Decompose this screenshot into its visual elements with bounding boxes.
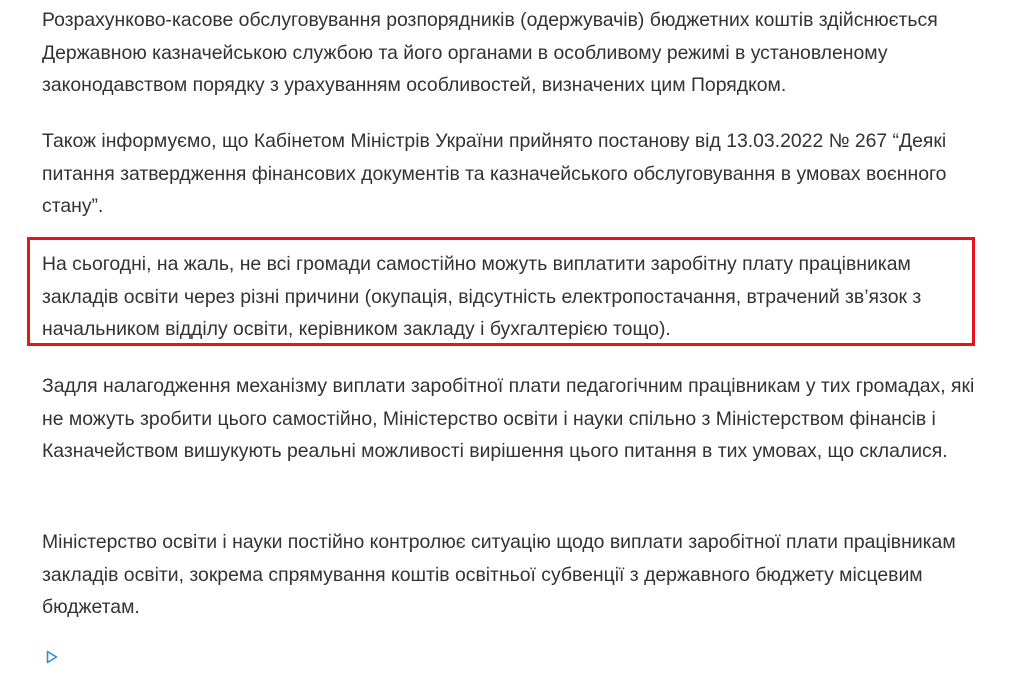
paragraph-resolution-267: Також інформуємо, що Кабінетом Міністрів України прийнято постанову від 13.03.2022 № 267 “Деякі питання затвердження фінансових документів та казначейського обслуговування в умовах воєнного стану”. — [42, 130, 947, 217]
paragraph-treasury-service: Розрахунково-касове обслуговування розпорядників (одержувачів) бюджетних коштів здійснюється Державною казначейською службою та його органами в особливому режимі в установленому законодавством порядку з урахуванням особливостей, визначених цим Порядком. — [42, 9, 938, 96]
play-triangle-icon[interactable] — [46, 650, 58, 664]
paragraph-salary-mechanism: Задля налагодження механізму виплати заробітної плати педагогічним працівникам у тих громадах, які не можуть зробити цього самостійно, Міністерство освіти і науки спільно з Міністерством фінансів і Казначейством вишукують реальні можливості вирішення цього питання в тих умовах, що склалися. — [42, 375, 975, 462]
paragraph-ministry-control: Міністерство освіти і науки постійно контролює ситуацію щодо виплати заробітної плати працівникам закладів освіти, зокрема спрямування коштів освітньої субвенції з державного бюджету місцевим бюджетам. — [42, 531, 956, 618]
paragraph-highlighted-salary-issue: На сьогодні, на жаль, не всі громади самостійно можуть виплатити заробітну плату працівникам закладів освіти через різні причини (окупація, відсутність електропостачання, втрачений зв’язок з начальником відділу освіти, керівником закладу і бухгалтерією тощо). — [42, 253, 922, 340]
